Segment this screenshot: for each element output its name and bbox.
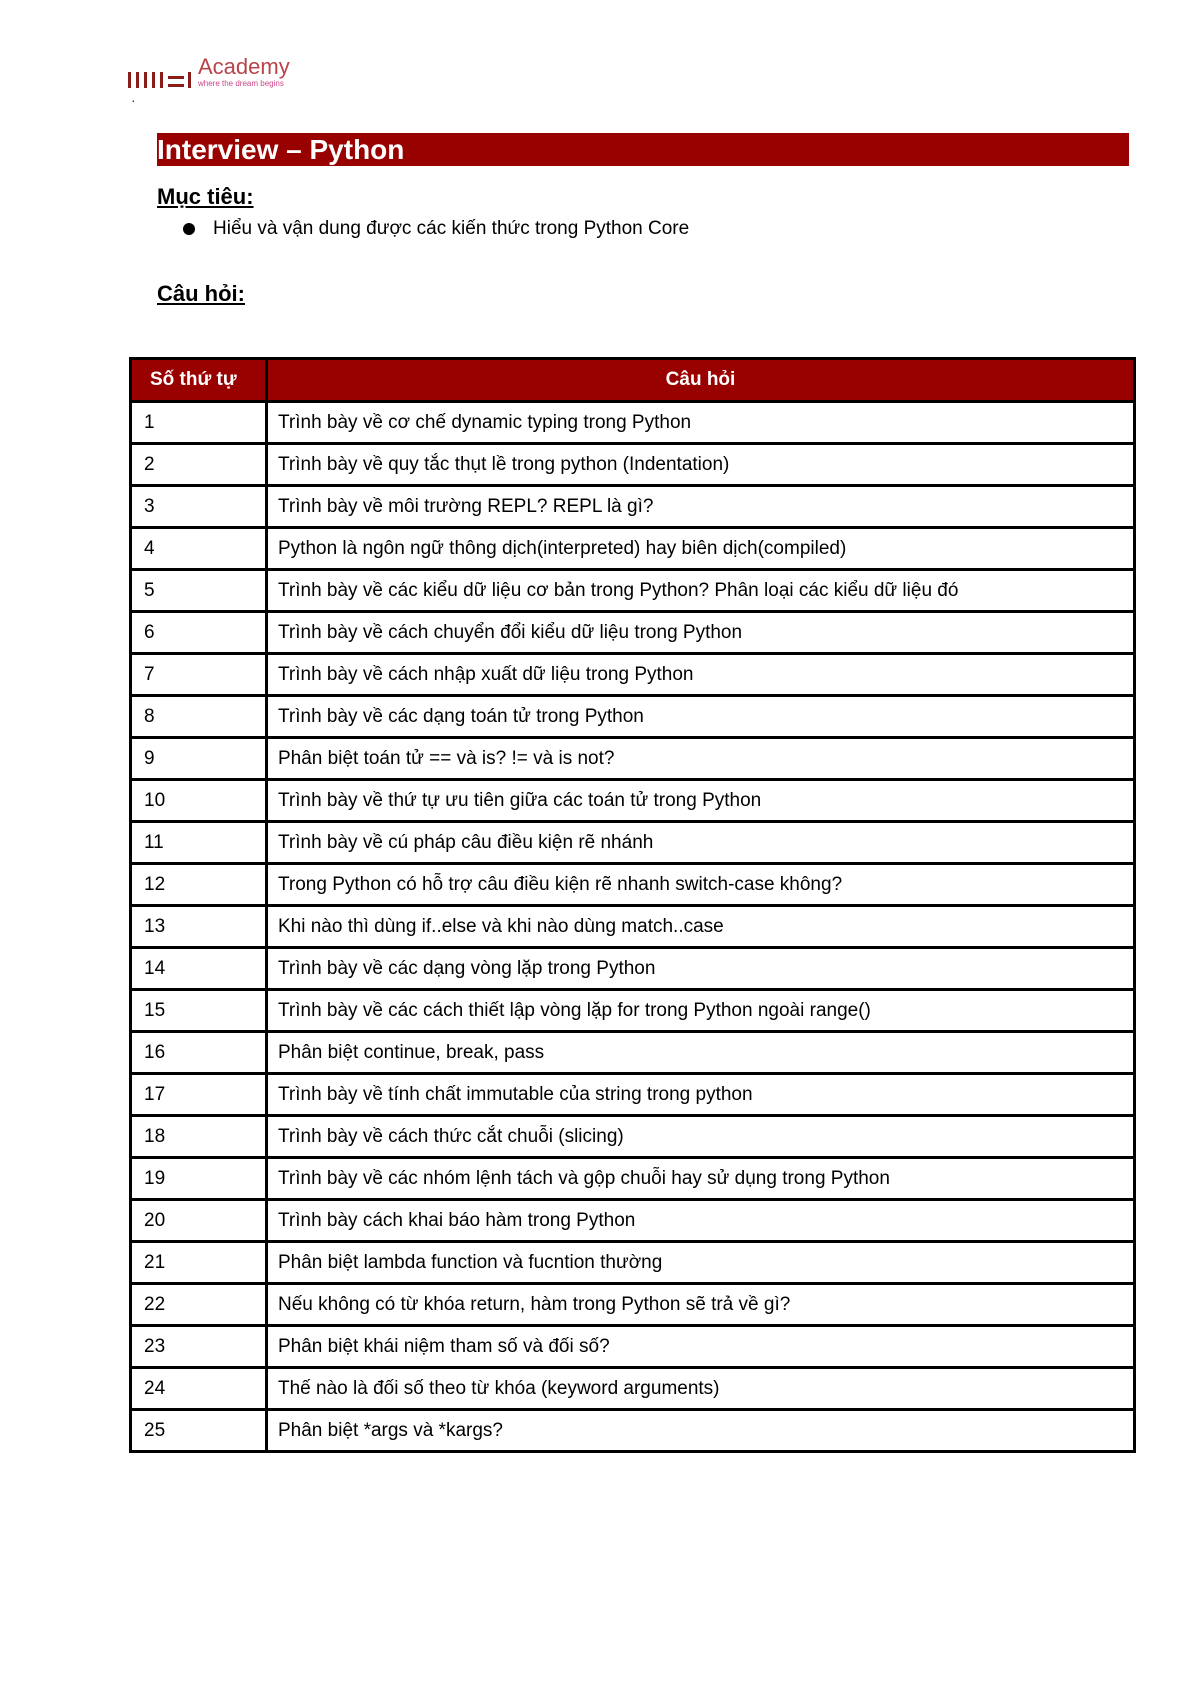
row-question: Trình bày về môi trường REPL? REPL là gì? xyxy=(267,486,1135,528)
goal-item xyxy=(183,217,689,241)
goal-text: Hiểu và vận dung được các kiến thức trong Python Core xyxy=(213,218,690,239)
table-row xyxy=(131,948,1135,990)
table-row xyxy=(131,1242,1135,1284)
table-row xyxy=(131,654,1135,696)
row-number: 8 xyxy=(131,696,267,738)
row-number: 19 xyxy=(131,1158,267,1200)
row-number: 21 xyxy=(131,1242,267,1284)
row-number: 18 xyxy=(131,1116,267,1158)
table-row xyxy=(131,1074,1135,1116)
row-number: 25 xyxy=(131,1410,267,1452)
row-number: 9 xyxy=(131,738,267,780)
row-number: 12 xyxy=(131,864,267,906)
header-question: Câu hỏi xyxy=(267,359,1135,402)
svg-text:where the dream begins: where the dream begins xyxy=(198,79,284,88)
svg-text:Academy: Academy xyxy=(198,58,290,79)
table-row xyxy=(131,612,1135,654)
table-row xyxy=(131,1116,1135,1158)
table-row xyxy=(131,528,1135,570)
row-question: Trình bày về cú pháp câu điều kiện rẽ nhánh xyxy=(267,822,1135,864)
row-number: 23 xyxy=(131,1326,267,1368)
row-question: Trình bày về các dạng vòng lặp trong Python xyxy=(267,948,1135,990)
table-row xyxy=(131,1368,1135,1410)
row-number: 13 xyxy=(131,906,267,948)
row-number: 14 xyxy=(131,948,267,990)
row-number: 17 xyxy=(131,1074,267,1116)
table-row xyxy=(131,486,1135,528)
row-number: 20 xyxy=(131,1200,267,1242)
row-question: Trình bày về cách nhập xuất dữ liệu trong Python xyxy=(267,654,1135,696)
table-row xyxy=(131,1200,1135,1242)
row-number: 24 xyxy=(131,1368,267,1410)
table-row xyxy=(131,1032,1135,1074)
row-number: 15 xyxy=(131,990,267,1032)
row-question: Trình bày về các nhóm lệnh tách và gộp chuỗi hay sử dụng trong Python xyxy=(267,1158,1135,1200)
page-title: Interview – Python xyxy=(157,134,405,165)
table-row xyxy=(131,402,1135,444)
row-question: Trình bày về các dạng toán tử trong Python xyxy=(267,696,1135,738)
table-header-row xyxy=(131,359,1135,402)
row-question: Phân biệt *args và *kargs? xyxy=(267,1410,1135,1452)
table-row xyxy=(131,990,1135,1032)
bullet-icon xyxy=(183,223,195,235)
table-row xyxy=(131,444,1135,486)
table-row xyxy=(131,696,1135,738)
row-question: Phân biệt khái niệm tham số và đối số? xyxy=(267,1326,1135,1368)
table-row xyxy=(131,1158,1135,1200)
table-row xyxy=(131,738,1135,780)
company-logo xyxy=(128,58,318,88)
table-row xyxy=(131,1410,1135,1452)
row-number: 22 xyxy=(131,1284,267,1326)
row-question: Phân biệt continue, break, pass xyxy=(267,1032,1135,1074)
row-question: Python là ngôn ngữ thông dịch(interpreted) hay biên dịch(compiled) xyxy=(267,528,1135,570)
table-row xyxy=(131,570,1135,612)
row-number: 4 xyxy=(131,528,267,570)
questions-table xyxy=(129,357,1136,1453)
row-number: 5 xyxy=(131,570,267,612)
questions-heading: Câu hỏi: xyxy=(157,281,245,306)
row-number: 16 xyxy=(131,1032,267,1074)
table-row xyxy=(131,906,1135,948)
row-number: 10 xyxy=(131,780,267,822)
row-question: Trình bày về cơ chế dynamic typing trong Python xyxy=(267,402,1135,444)
row-question: Trình bày về các kiểu dữ liệu cơ bản trong Python? Phân loại các kiểu dữ liệu đó xyxy=(267,570,1135,612)
row-number: 2 xyxy=(131,444,267,486)
table-row xyxy=(131,864,1135,906)
table-row xyxy=(131,1284,1135,1326)
row-question: Thế nào là đối số theo từ khóa (keyword arguments) xyxy=(267,1368,1135,1410)
row-number: 1 xyxy=(131,402,267,444)
header-number: Số thứ tự xyxy=(131,359,267,402)
row-question: Trình bày về cách chuyển đổi kiểu dữ liệu trong Python xyxy=(267,612,1135,654)
row-question: Trong Python có hỗ trợ câu điều kiện rẽ nhanh switch-case không? xyxy=(267,864,1135,906)
row-number: 7 xyxy=(131,654,267,696)
row-number: 11 xyxy=(131,822,267,864)
table-row xyxy=(131,780,1135,822)
row-question: Trình bày về thứ tự ưu tiên giữa các toán tử trong Python xyxy=(267,780,1135,822)
row-question: Phân biệt toán tử == và is? != và is not? xyxy=(267,738,1135,780)
row-question: Trình bày về quy tắc thụt lề trong python (Indentation) xyxy=(267,444,1135,486)
table-row xyxy=(131,822,1135,864)
row-question: Nếu không có từ khóa return, hàm trong Python sẽ trả về gì? xyxy=(267,1284,1135,1326)
goals-heading: Mục tiêu: xyxy=(157,184,254,209)
row-number: 3 xyxy=(131,486,267,528)
row-question: Trình bày về tính chất immutable của string trong python xyxy=(267,1074,1135,1116)
row-question: Trình bày về cách thức cắt chuỗi (slicing) xyxy=(267,1116,1135,1158)
row-number: 6 xyxy=(131,612,267,654)
logo-dot: · xyxy=(131,92,136,108)
row-question: Khi nào thì dùng if..else và khi nào dùng match..case xyxy=(267,906,1135,948)
row-question: Phân biệt lambda function và fucntion thường xyxy=(267,1242,1135,1284)
row-question: Trình bày cách khai báo hàm trong Python xyxy=(267,1200,1135,1242)
table-row xyxy=(131,1326,1135,1368)
row-question: Trình bày về các cách thiết lập vòng lặp for trong Python ngoài range() xyxy=(267,990,1135,1032)
